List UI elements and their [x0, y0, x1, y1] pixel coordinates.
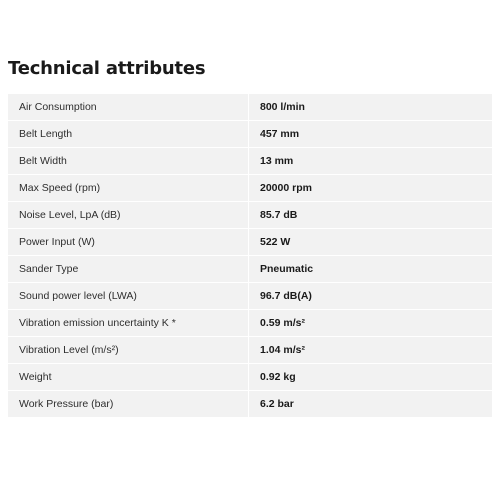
attribute-name: Belt Width	[8, 148, 249, 175]
attribute-name: Sander Type	[8, 256, 249, 283]
attribute-value: 0.92 kg	[249, 364, 493, 391]
attribute-name: Vibration emission uncertainty K *	[8, 310, 249, 337]
table-row	[8, 337, 492, 364]
attribute-name: Noise Level, LpA (dB)	[8, 202, 249, 229]
attribute-name: Air Consumption	[8, 94, 249, 121]
attribute-value: 20000 rpm	[249, 175, 493, 202]
table-row	[8, 310, 492, 337]
attribute-value: 0.59 m/s²	[249, 310, 493, 337]
table-row	[8, 175, 492, 202]
table-row	[8, 283, 492, 310]
attribute-value: 800 l/min	[249, 94, 493, 121]
table-row	[8, 229, 492, 256]
attribute-name: Max Speed (rpm)	[8, 175, 249, 202]
attribute-value: Pneumatic	[249, 256, 493, 283]
attribute-name: Work Pressure (bar)	[19, 398, 114, 410]
attribute-value: 457 mm	[249, 121, 493, 148]
attribute-name: Power Input (W)	[8, 229, 249, 256]
attribute-value: 522 W	[249, 229, 493, 256]
attribute-value: 13 mm	[249, 148, 493, 175]
attribute-value: 6.2 bar	[249, 391, 493, 418]
table-row	[8, 202, 492, 229]
section-title: Technical attributes	[8, 58, 206, 79]
attribute-name: Belt Length	[8, 121, 249, 148]
technical-attributes-table	[8, 94, 492, 417]
table-row	[8, 391, 492, 418]
table-row	[8, 148, 492, 175]
attribute-value: 85.7 dB	[249, 202, 493, 229]
table-row	[8, 256, 492, 283]
attribute-name: Vibration Level (m/s²)	[8, 337, 249, 364]
attribute-name: Weight	[8, 364, 249, 391]
attribute-name: Sound power level (LWA)	[8, 283, 249, 310]
attribute-value: 1.04 m/s²	[249, 337, 493, 364]
attribute-value: 96.7 dB(A)	[249, 283, 493, 310]
table-row	[8, 364, 492, 391]
table-row	[8, 94, 492, 121]
table-row	[8, 121, 492, 148]
